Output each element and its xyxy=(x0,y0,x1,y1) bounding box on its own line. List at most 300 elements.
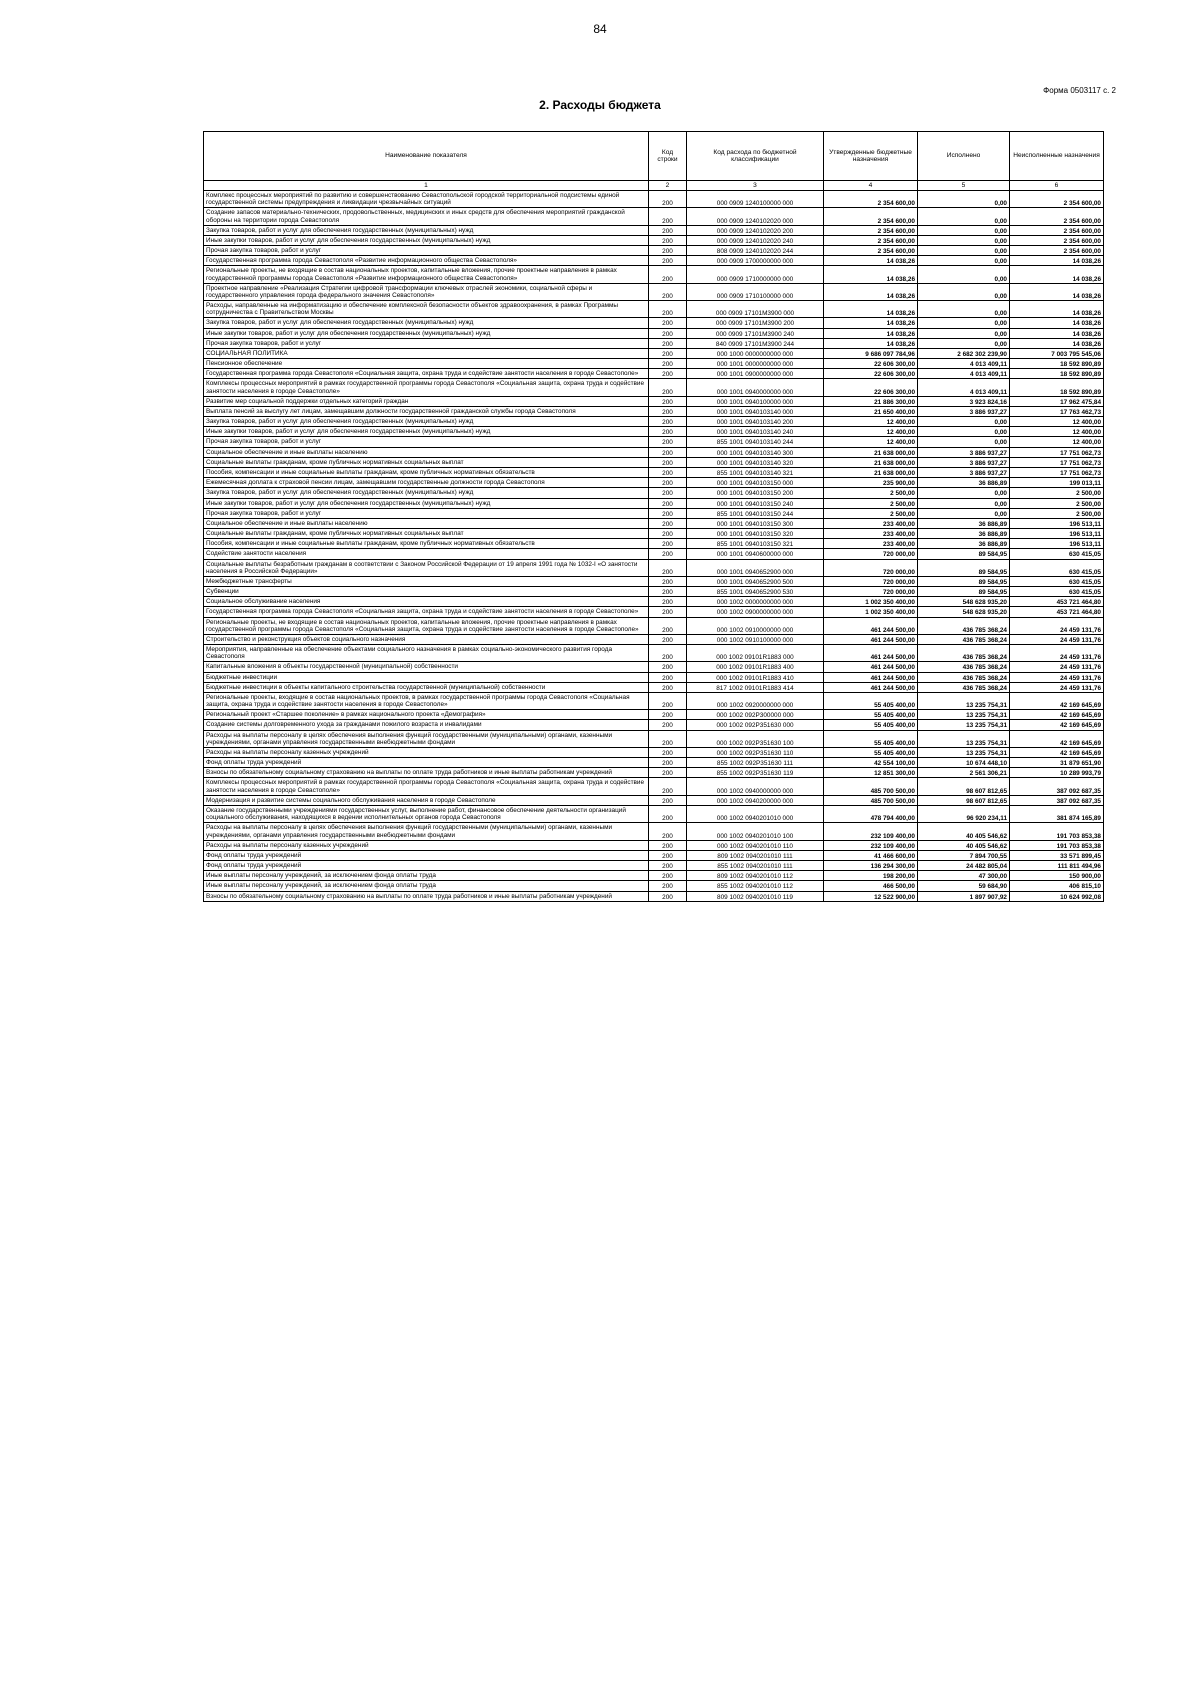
row-executed: 3 923 824,16 xyxy=(918,396,1010,406)
column-header-line-code: Код строки xyxy=(649,132,687,181)
row-unexecuted: 630 415,05 xyxy=(1010,587,1104,597)
row-approved: 461 244 500,00 xyxy=(824,634,918,644)
row-unexecuted: 12 400,00 xyxy=(1010,437,1104,447)
row-line-code: 200 xyxy=(649,508,687,518)
row-name: Иные закупки товаров, работ и услуг для обеспечения государственных (муниципальных) нужд xyxy=(204,498,649,508)
row-approved: 461 244 500,00 xyxy=(824,662,918,672)
row-unexecuted: 406 815,10 xyxy=(1010,881,1104,891)
row-line-code: 200 xyxy=(649,478,687,488)
table-row xyxy=(204,778,1104,795)
row-name: Бюджетные инвестиции xyxy=(204,672,649,682)
row-executed: 0,00 xyxy=(918,235,1010,245)
row-approved: 55 405 400,00 xyxy=(824,692,918,709)
row-budget-code: 000 1001 0940103140 000 xyxy=(687,406,824,416)
row-executed: 3 886 937,27 xyxy=(918,457,1010,467)
row-name: Иные закупки товаров, работ и услуг для обеспечения государственных (муниципальных) нужд xyxy=(204,328,649,338)
row-name: Капитальные вложения в объекты государственной (муниципальной) собственности xyxy=(204,662,649,672)
row-name: Ежемесячная доплата к страховой пенсии лицам, замещавшим государственные должности города Севастополя xyxy=(204,478,649,488)
row-line-code: 200 xyxy=(649,587,687,597)
row-line-code: 200 xyxy=(649,427,687,437)
row-executed: 0,00 xyxy=(918,283,1010,300)
row-name: Комплексы процессных мероприятий в рамках государственной программы города Севастополя «Социальная защита, охрана труда и содействие занятости населения в городе Севастополе» xyxy=(204,379,649,396)
row-executed: 4 013 409,11 xyxy=(918,379,1010,396)
row-approved: 12 400,00 xyxy=(824,427,918,437)
row-line-code: 200 xyxy=(649,328,687,338)
table-row xyxy=(204,529,1104,539)
row-name: Фонд оплаты труда учреждений xyxy=(204,861,649,871)
row-unexecuted: 387 092 687,35 xyxy=(1010,778,1104,795)
row-approved: 233 400,00 xyxy=(824,529,918,539)
table-row xyxy=(204,730,1104,747)
row-line-code: 200 xyxy=(649,518,687,528)
row-approved: 22 606 300,00 xyxy=(824,369,918,379)
row-budget-code: 000 1001 0940100000 000 xyxy=(687,396,824,406)
row-unexecuted: 14 038,26 xyxy=(1010,256,1104,266)
row-approved: 232 109 400,00 xyxy=(824,840,918,850)
row-line-code: 200 xyxy=(649,457,687,467)
row-name: Закупка товаров, работ и услуг для обеспечения государственных (муниципальных) нужд xyxy=(204,318,649,328)
table-row xyxy=(204,467,1104,477)
row-unexecuted: 10 624 992,08 xyxy=(1010,891,1104,901)
row-budget-code: 855 1001 0940103150 321 xyxy=(687,539,824,549)
table-row xyxy=(204,747,1104,757)
row-executed: 40 405 546,62 xyxy=(918,823,1010,840)
table-row xyxy=(204,617,1104,634)
row-executed: 0,00 xyxy=(918,417,1010,427)
row-unexecuted: 17 751 062,73 xyxy=(1010,467,1104,477)
row-budget-code: 855 1001 0940103140 244 xyxy=(687,437,824,447)
row-budget-code: 000 1001 0940103140 240 xyxy=(687,427,824,437)
row-line-code: 200 xyxy=(649,730,687,747)
row-approved: 233 400,00 xyxy=(824,539,918,549)
row-name: Прочая закупка товаров, работ и услуг xyxy=(204,338,649,348)
row-executed: 0,00 xyxy=(918,266,1010,283)
row-unexecuted: 14 038,26 xyxy=(1010,338,1104,348)
row-unexecuted: 18 592 890,89 xyxy=(1010,379,1104,396)
row-approved: 478 794 400,00 xyxy=(824,806,918,823)
row-budget-code: 000 1002 0940200000 000 xyxy=(687,795,824,805)
row-executed: 436 785 368,24 xyxy=(918,617,1010,634)
row-name: Создание запасов материально-технических, продовольственных, медицинских и иных средств для обеспечения мероприятий гражданской обороны на территории города Севастополя xyxy=(204,208,649,225)
row-line-code: 200 xyxy=(649,559,687,576)
row-line-code: 200 xyxy=(649,467,687,477)
row-executed: 436 785 368,24 xyxy=(918,682,1010,692)
row-executed: 13 235 754,31 xyxy=(918,692,1010,709)
row-executed: 0,00 xyxy=(918,208,1010,225)
row-budget-code: 855 1001 0940103140 321 xyxy=(687,467,824,477)
row-executed: 548 628 935,20 xyxy=(918,607,1010,617)
table-row xyxy=(204,549,1104,559)
row-approved: 14 038,26 xyxy=(824,328,918,338)
row-executed: 0,00 xyxy=(918,508,1010,518)
row-executed: 436 785 368,24 xyxy=(918,662,1010,672)
table-body xyxy=(204,191,1104,902)
table-row xyxy=(204,235,1104,245)
row-unexecuted: 17 763 462,73 xyxy=(1010,406,1104,416)
row-line-code: 200 xyxy=(649,861,687,871)
row-line-code: 200 xyxy=(649,758,687,768)
row-budget-code: 000 1001 0940103150 240 xyxy=(687,498,824,508)
row-executed: 0,00 xyxy=(918,318,1010,328)
row-budget-code: 000 0909 1710100000 000 xyxy=(687,283,824,300)
row-unexecuted: 12 400,00 xyxy=(1010,427,1104,437)
row-executed: 13 235 754,31 xyxy=(918,720,1010,730)
row-budget-code: 855 1002 092P351630 119 xyxy=(687,768,824,778)
row-unexecuted: 42 169 645,69 xyxy=(1010,710,1104,720)
row-approved: 21 638 000,00 xyxy=(824,457,918,467)
row-approved: 2 354 600,00 xyxy=(824,246,918,256)
row-budget-code: 000 1002 0940201010 110 xyxy=(687,840,824,850)
table-row xyxy=(204,559,1104,576)
row-name: Комплексы процессных мероприятий в рамках государственной программы города Севастополя «Социальная защита, охрана труда и содействие занятости населения в городе Севастополе» xyxy=(204,778,649,795)
row-line-code: 200 xyxy=(649,379,687,396)
row-name: Межбюджетные трансферты xyxy=(204,576,649,586)
row-budget-code: 000 0909 17101М3900 000 xyxy=(687,301,824,318)
table-row xyxy=(204,318,1104,328)
row-line-code: 200 xyxy=(649,359,687,369)
row-budget-code: 000 1001 0940103140 320 xyxy=(687,457,824,467)
row-line-code: 200 xyxy=(649,498,687,508)
row-executed: 40 405 546,62 xyxy=(918,840,1010,850)
row-line-code: 200 xyxy=(649,266,687,283)
table-row xyxy=(204,246,1104,256)
row-budget-code: 000 0909 1700000000 000 xyxy=(687,256,824,266)
row-name: Расходы на выплаты персоналу в целях обеспечения выполнения функций государственными (муниципальными) органами, казенными учреждениями, органами управления государственными внебюджетными фондами xyxy=(204,730,649,747)
row-line-code: 200 xyxy=(649,850,687,860)
table-row xyxy=(204,758,1104,768)
row-unexecuted: 24 459 131,76 xyxy=(1010,634,1104,644)
row-approved: 14 038,26 xyxy=(824,338,918,348)
row-unexecuted: 42 169 645,69 xyxy=(1010,720,1104,730)
row-unexecuted: 17 751 062,73 xyxy=(1010,457,1104,467)
column-header-name: Наименование показателя xyxy=(204,132,649,181)
row-unexecuted: 381 874 165,89 xyxy=(1010,806,1104,823)
row-unexecuted: 14 038,26 xyxy=(1010,266,1104,283)
row-line-code: 200 xyxy=(649,447,687,457)
row-name: Фонд оплаты труда учреждений xyxy=(204,850,649,860)
row-unexecuted: 24 459 131,76 xyxy=(1010,662,1104,672)
row-line-code: 200 xyxy=(649,318,687,328)
row-name: СОЦИАЛЬНАЯ ПОЛИТИКА xyxy=(204,348,649,358)
row-unexecuted: 12 400,00 xyxy=(1010,417,1104,427)
row-line-code: 200 xyxy=(649,672,687,682)
row-approved: 1 002 350 400,00 xyxy=(824,607,918,617)
row-line-code: 200 xyxy=(649,806,687,823)
row-name: Оказание государственными учреждениями государственных услуг, выполнение работ, финансовое обеспечение деятельности организаций социального обслуживания, находящихся в ведении исполнительных органов города Севастополя xyxy=(204,806,649,823)
row-line-code: 200 xyxy=(649,634,687,644)
row-name: Социальное обслуживание населения xyxy=(204,597,649,607)
row-approved: 720 000,00 xyxy=(824,587,918,597)
row-line-code: 200 xyxy=(649,720,687,730)
row-executed: 3 886 937,27 xyxy=(918,467,1010,477)
row-name: Взносы по обязательному социальному страхованию на выплаты по оплате труда работников и иные выплаты работникам учреждений xyxy=(204,891,649,901)
row-approved: 720 000,00 xyxy=(824,576,918,586)
row-budget-code: 000 1002 092P351630 000 xyxy=(687,720,824,730)
row-budget-code: 809 1002 0940201010 119 xyxy=(687,891,824,901)
row-approved: 9 686 097 784,96 xyxy=(824,348,918,358)
row-unexecuted: 18 592 890,89 xyxy=(1010,369,1104,379)
row-name: Социальные выплаты гражданам, кроме публичных нормативных социальных выплат xyxy=(204,529,649,539)
column-number: 1 xyxy=(204,181,649,191)
row-line-code: 200 xyxy=(649,682,687,692)
row-name: Пособия, компенсации и иные социальные выплаты гражданам, кроме публичных нормативных обязательств xyxy=(204,539,649,549)
row-line-code: 200 xyxy=(649,208,687,225)
row-budget-code: 000 1002 0900000000 000 xyxy=(687,607,824,617)
table-row xyxy=(204,850,1104,860)
row-approved: 14 038,26 xyxy=(824,318,918,328)
row-executed: 13 235 754,31 xyxy=(918,710,1010,720)
row-budget-code: 000 1002 09101R1883 000 xyxy=(687,645,824,662)
row-executed: 548 628 935,20 xyxy=(918,597,1010,607)
column-header-budget-code: Код расхода по бюджетной классификации xyxy=(687,132,824,181)
row-unexecuted: 630 415,05 xyxy=(1010,549,1104,559)
row-executed: 2 561 306,21 xyxy=(918,768,1010,778)
row-unexecuted: 42 169 645,69 xyxy=(1010,730,1104,747)
row-unexecuted: 2 354 600,00 xyxy=(1010,246,1104,256)
table-row xyxy=(204,576,1104,586)
row-unexecuted: 24 459 131,76 xyxy=(1010,617,1104,634)
row-name: Развитие мер социальной поддержки отдельных категорий граждан xyxy=(204,396,649,406)
row-line-code: 200 xyxy=(649,891,687,901)
row-executed: 436 785 368,24 xyxy=(918,672,1010,682)
row-line-code: 200 xyxy=(649,840,687,850)
row-executed: 0,00 xyxy=(918,338,1010,348)
row-budget-code: 855 1002 092P351630 111 xyxy=(687,758,824,768)
row-executed: 47 300,00 xyxy=(918,871,1010,881)
row-name: Субвенции xyxy=(204,587,649,597)
row-unexecuted: 453 721 464,80 xyxy=(1010,597,1104,607)
row-approved: 21 650 400,00 xyxy=(824,406,918,416)
row-executed: 4 013 409,11 xyxy=(918,369,1010,379)
row-budget-code: 809 1002 0940201010 111 xyxy=(687,850,824,860)
row-line-code: 200 xyxy=(649,576,687,586)
row-line-code: 200 xyxy=(649,597,687,607)
column-number: 3 xyxy=(687,181,824,191)
column-header-executed: Исполнено xyxy=(918,132,1010,181)
row-name: Региональный проект «Старшее поколение» в рамках национального проекта «Демография» xyxy=(204,710,649,720)
row-name: Иные выплаты персоналу учреждений, за исключением фонда оплаты труда xyxy=(204,881,649,891)
row-unexecuted: 630 415,05 xyxy=(1010,576,1104,586)
table-row xyxy=(204,338,1104,348)
row-line-code: 200 xyxy=(649,369,687,379)
row-budget-code: 000 1001 0940103140 300 xyxy=(687,447,824,457)
row-approved: 21 638 000,00 xyxy=(824,447,918,457)
row-approved: 55 405 400,00 xyxy=(824,710,918,720)
row-approved: 198 200,00 xyxy=(824,871,918,881)
column-number: 6 xyxy=(1010,181,1104,191)
row-budget-code: 000 1002 0940201010 100 xyxy=(687,823,824,840)
table-row xyxy=(204,225,1104,235)
row-unexecuted: 14 038,26 xyxy=(1010,318,1104,328)
row-unexecuted: 42 169 645,69 xyxy=(1010,692,1104,709)
row-name: Прочая закупка товаров, работ и услуг xyxy=(204,508,649,518)
row-approved: 720 000,00 xyxy=(824,549,918,559)
row-name: Расходы на выплаты персоналу в целях обеспечения выполнения функций государственными (муниципальными) органами, казенными учреждениями, органами управления государственными внебюджетными фондами xyxy=(204,823,649,840)
row-line-code: 200 xyxy=(649,246,687,256)
table-row xyxy=(204,508,1104,518)
row-approved: 12 400,00 xyxy=(824,437,918,447)
row-executed: 98 607 812,65 xyxy=(918,778,1010,795)
row-budget-code: 000 1002 09101R1883 400 xyxy=(687,662,824,672)
row-unexecuted: 196 513,11 xyxy=(1010,529,1104,539)
row-name: Государственная программа города Севастополя «Развитие информационного общества Севастополя» xyxy=(204,256,649,266)
row-executed: 10 674 448,10 xyxy=(918,758,1010,768)
column-number-row xyxy=(204,181,1104,191)
row-line-code: 200 xyxy=(649,338,687,348)
row-executed: 89 584,95 xyxy=(918,549,1010,559)
row-line-code: 200 xyxy=(649,662,687,672)
row-approved: 55 405 400,00 xyxy=(824,747,918,757)
row-approved: 14 038,26 xyxy=(824,256,918,266)
row-budget-code: 817 1002 09101R1883 414 xyxy=(687,682,824,692)
row-budget-code: 000 0909 1710000000 000 xyxy=(687,266,824,283)
table-row xyxy=(204,871,1104,881)
row-unexecuted: 17 962 475,84 xyxy=(1010,396,1104,406)
row-name: Содействие занятости населения xyxy=(204,549,649,559)
row-name: Создание системы долговременного ухода за гражданами пожилого возраста и инвалидами xyxy=(204,720,649,730)
row-budget-code: 000 1002 0910000000 000 xyxy=(687,617,824,634)
row-line-code: 200 xyxy=(649,710,687,720)
table-row xyxy=(204,359,1104,369)
table-row xyxy=(204,672,1104,682)
row-approved: 466 500,00 xyxy=(824,881,918,891)
row-unexecuted: 24 459 131,76 xyxy=(1010,645,1104,662)
table-row xyxy=(204,406,1104,416)
row-approved: 232 109 400,00 xyxy=(824,823,918,840)
row-name: Социальные выплаты безработным гражданам в соответствии с Законом Российской Федерации от 19 апреля 1991 года № 1032-I «О занятости населения в Российской Федерации» xyxy=(204,559,649,576)
row-budget-code: 000 0909 1240102020 000 xyxy=(687,208,824,225)
row-approved: 21 638 000,00 xyxy=(824,467,918,477)
table-row xyxy=(204,861,1104,871)
row-line-code: 200 xyxy=(649,692,687,709)
row-name: Пенсионное обеспечение xyxy=(204,359,649,369)
row-executed: 13 235 754,31 xyxy=(918,747,1010,757)
row-unexecuted: 7 003 795 545,06 xyxy=(1010,348,1104,358)
section-title: 2. Расходы бюджета xyxy=(539,98,661,112)
row-approved: 720 000,00 xyxy=(824,559,918,576)
table-row xyxy=(204,645,1104,662)
row-unexecuted: 14 038,26 xyxy=(1010,301,1104,318)
row-budget-code: 000 1002 0920000000 000 xyxy=(687,692,824,709)
table-row xyxy=(204,539,1104,549)
row-unexecuted: 150 900,00 xyxy=(1010,871,1104,881)
row-budget-code: 000 1002 0940000000 000 xyxy=(687,778,824,795)
row-executed: 3 886 937,27 xyxy=(918,406,1010,416)
table-row xyxy=(204,597,1104,607)
row-name: Иные выплаты персоналу учреждений, за исключением фонда оплаты труда xyxy=(204,871,649,881)
table-row xyxy=(204,208,1104,225)
row-executed: 3 886 937,27 xyxy=(918,447,1010,457)
row-approved: 2 500,00 xyxy=(824,498,918,508)
table-row xyxy=(204,881,1104,891)
row-executed: 4 013 409,11 xyxy=(918,359,1010,369)
row-unexecuted: 196 513,11 xyxy=(1010,539,1104,549)
row-executed: 0,00 xyxy=(918,256,1010,266)
row-executed: 0,00 xyxy=(918,498,1010,508)
row-name: Фонд оплаты труда учреждений xyxy=(204,758,649,768)
row-approved: 41 466 600,00 xyxy=(824,850,918,860)
row-budget-code: 000 1002 09101R1883 410 xyxy=(687,672,824,682)
column-number: 5 xyxy=(918,181,1010,191)
row-name: Строительство и реконструкция объектов социального назначения xyxy=(204,634,649,644)
row-name: Государственная программа города Севастополя «Социальная защита, охрана труда и содействие занятости населения в городе Севастополе» xyxy=(204,369,649,379)
row-line-code: 200 xyxy=(649,795,687,805)
row-name: Прочая закупка товаров, работ и услуг xyxy=(204,437,649,447)
column-header-unexecuted: Неисполненные назначения xyxy=(1010,132,1104,181)
row-line-code: 200 xyxy=(649,539,687,549)
row-executed: 36 886,89 xyxy=(918,529,1010,539)
row-unexecuted: 2 354 600,00 xyxy=(1010,191,1104,208)
column-number: 4 xyxy=(824,181,918,191)
row-executed: 1 897 907,92 xyxy=(918,891,1010,901)
row-approved: 235 900,00 xyxy=(824,478,918,488)
row-budget-code: 000 1002 092P351630 110 xyxy=(687,747,824,757)
table-row xyxy=(204,634,1104,644)
row-approved: 55 405 400,00 xyxy=(824,720,918,730)
row-approved: 2 354 600,00 xyxy=(824,235,918,245)
row-unexecuted: 199 013,11 xyxy=(1010,478,1104,488)
row-line-code: 200 xyxy=(649,191,687,208)
row-executed: 0,00 xyxy=(918,246,1010,256)
row-line-code: 200 xyxy=(649,617,687,634)
row-budget-code: 000 1001 0940652900 000 xyxy=(687,559,824,576)
row-line-code: 200 xyxy=(649,529,687,539)
table-row xyxy=(204,256,1104,266)
row-executed: 0,00 xyxy=(918,225,1010,235)
row-line-code: 200 xyxy=(649,488,687,498)
row-budget-code: 808 0909 1240102020 244 xyxy=(687,246,824,256)
row-budget-code: 000 1001 0940103150 000 xyxy=(687,478,824,488)
row-executed: 13 235 754,31 xyxy=(918,730,1010,747)
row-budget-code: 000 1001 0940103150 200 xyxy=(687,488,824,498)
row-budget-code: 000 1001 0900000000 000 xyxy=(687,369,824,379)
table-row xyxy=(204,587,1104,597)
row-unexecuted: 17 751 062,73 xyxy=(1010,447,1104,457)
row-budget-code: 855 1002 0940201010 111 xyxy=(687,861,824,871)
row-budget-code: 000 1002 0910100000 000 xyxy=(687,634,824,644)
table-row xyxy=(204,348,1104,358)
row-executed: 36 886,89 xyxy=(918,518,1010,528)
row-approved: 2 354 600,00 xyxy=(824,191,918,208)
row-line-code: 200 xyxy=(649,406,687,416)
table-row xyxy=(204,823,1104,840)
table-row xyxy=(204,795,1104,805)
row-executed: 436 785 368,24 xyxy=(918,645,1010,662)
table-row xyxy=(204,191,1104,208)
table-row xyxy=(204,301,1104,318)
row-approved: 2 500,00 xyxy=(824,488,918,498)
table-row xyxy=(204,518,1104,528)
table-row xyxy=(204,768,1104,778)
row-approved: 461 244 500,00 xyxy=(824,645,918,662)
table-row xyxy=(204,447,1104,457)
row-line-code: 200 xyxy=(649,256,687,266)
row-line-code: 200 xyxy=(649,437,687,447)
row-name: Выплата пенсий за выслугу лет лицам, замещавшим должности государственной гражданской службы города Севастополя xyxy=(204,406,649,416)
row-approved: 2 354 600,00 xyxy=(824,225,918,235)
row-name: Закупка товаров, работ и услуг для обеспечения государственных (муниципальных) нужд xyxy=(204,417,649,427)
row-unexecuted: 24 459 131,76 xyxy=(1010,672,1104,682)
row-name: Социальное обеспечение и иные выплаты населению xyxy=(204,447,649,457)
row-unexecuted: 14 038,26 xyxy=(1010,283,1104,300)
row-executed: 89 584,95 xyxy=(918,587,1010,597)
table-row xyxy=(204,662,1104,672)
row-approved: 14 038,26 xyxy=(824,283,918,300)
row-name: Расходы на выплаты персоналу казенных учреждений xyxy=(204,840,649,850)
row-name: Закупка товаров, работ и услуг для обеспечения государственных (муниципальных) нужд xyxy=(204,488,649,498)
row-unexecuted: 196 513,11 xyxy=(1010,518,1104,528)
row-name: Региональные проекты, не входящие в состав национальных проектов, капитальные вложения, прочие проектные направления в рамках государственной программы города Севастополя «Развитие информационного общества Севастополя» xyxy=(204,266,649,283)
